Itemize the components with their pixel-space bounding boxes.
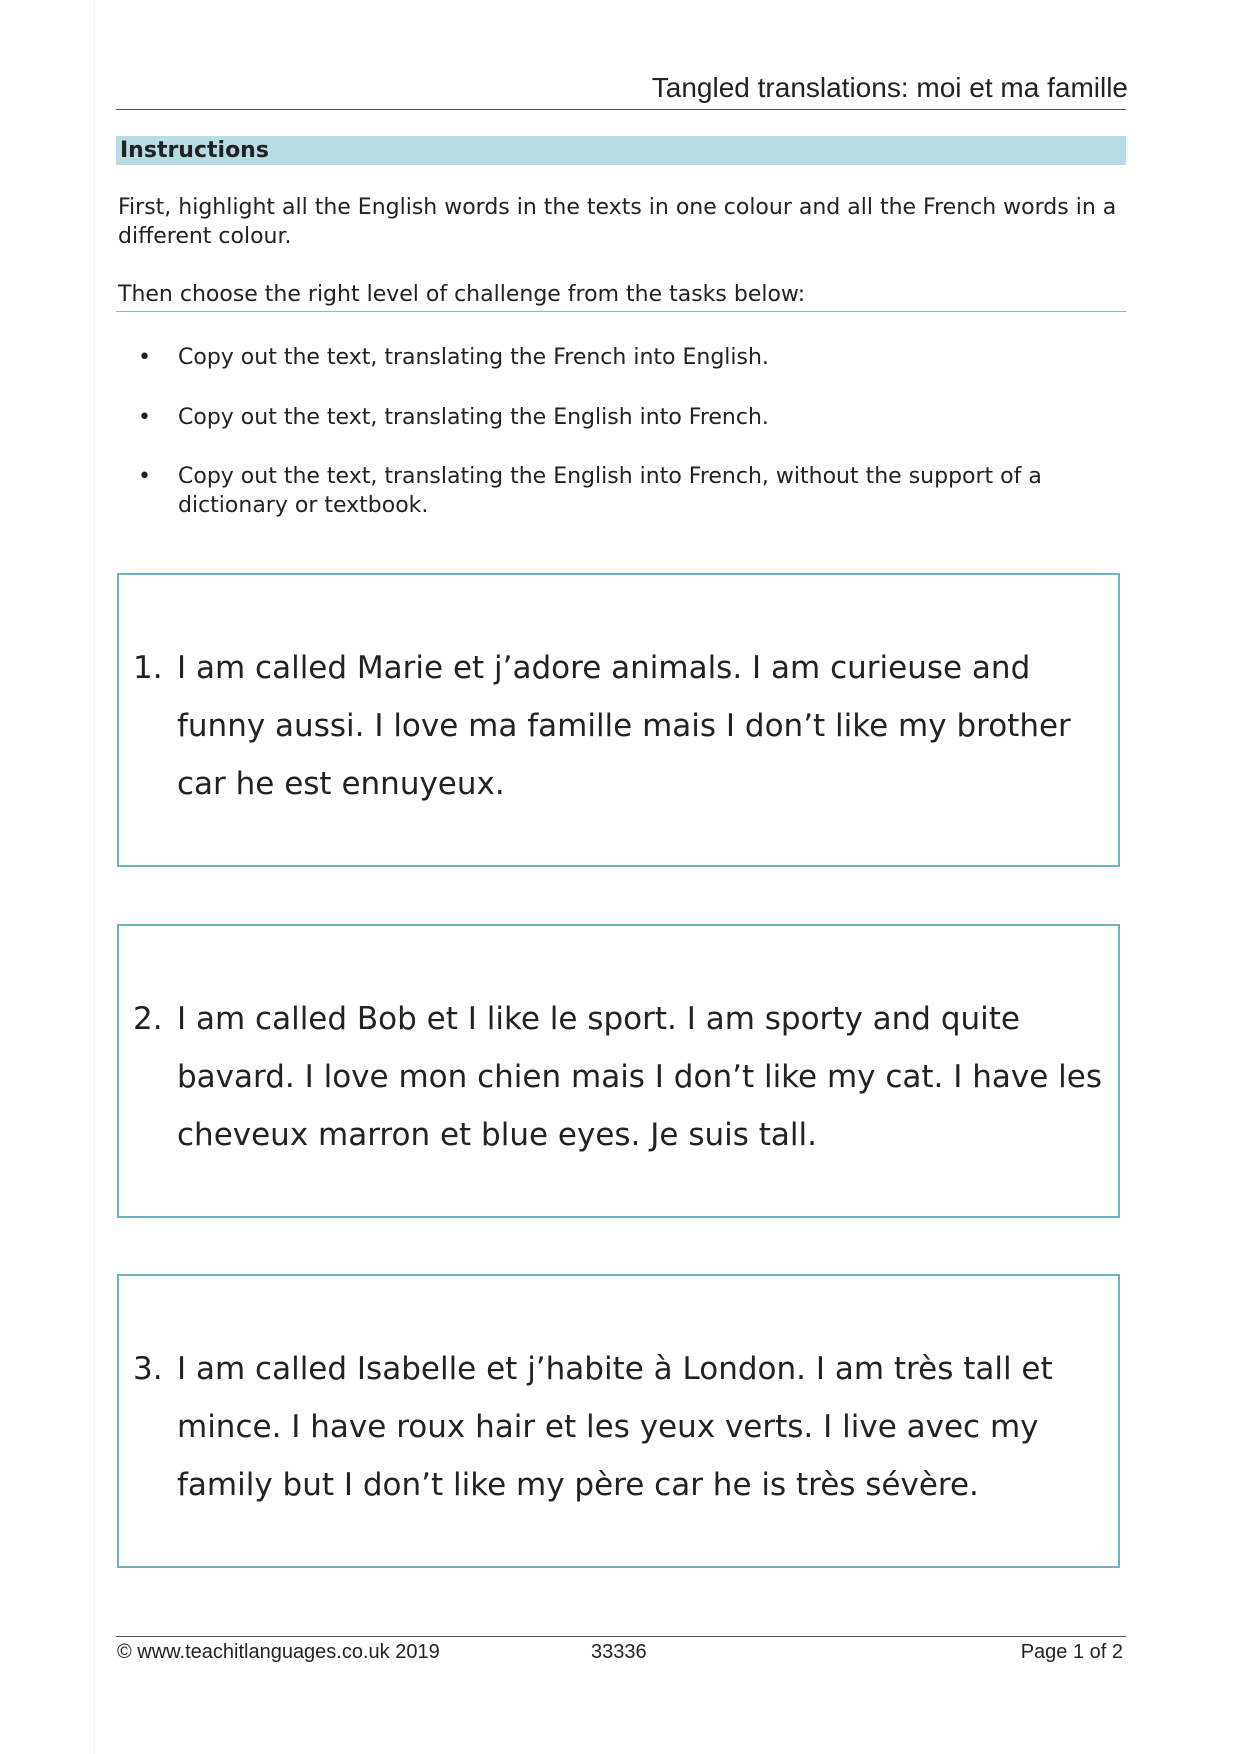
instructions-divider [116,311,1126,312]
task-text: Copy out the text, translating the English into French, without the support of a dictionary or textbook. [178,464,1042,518]
bullet-icon: • [138,405,151,430]
text-box-1 [117,573,1120,867]
task-text: Copy out the text, translating the English into French. [178,405,769,430]
text-box-3 [117,1274,1120,1568]
instructions-bar [116,136,1126,165]
footer-divider [116,1636,1126,1637]
text-number: 3. [133,1351,163,1387]
tangled-text: I am called Marie et j’adore animals. I am curieuse and funny aussi. I love ma famille mais I don’t like my brother car he est ennuyeux. [177,650,1071,802]
page-title: Tangled translations: moi et ma famille [651,72,1128,103]
bullet-icon: • [138,464,151,489]
instructions-heading: Instructions [120,138,269,163]
tangled-text: I am called Bob et I like le sport. I am sporty and quite bavard. I love mon chien mais I don’t like my cat. I have les cheveux marron et blue eyes. Je suis tall. [177,1001,1103,1153]
bullet-icon: • [138,345,151,370]
text-box-2 [117,924,1120,1218]
footer-page-number: Page 1 of 2 [1020,1641,1123,1663]
instructions-paragraph-highlight: First, highlight all the English words in the texts in one colour and all the French words in a different colour. [118,195,1117,249]
text-number: 1. [133,650,163,686]
instructions-paragraph-challenge: Then choose the right level of challenge from the tasks below: [118,282,806,307]
tangled-text: I am called Isabelle et j’habite à London. I am très tall et mince. I have roux hair et les yeux verts. I live avec my family but I don’t like my père car he is très sévère. [177,1351,1053,1503]
footer-copyright: © www.teachitlanguages.co.uk 2019 [117,1641,440,1663]
header-divider [116,109,1126,110]
footer-resource-id: 33336 [591,1641,647,1663]
text-number: 2. [133,1001,163,1037]
page-edge-line [94,0,95,1754]
task-text: Copy out the text, translating the French into English. [178,345,769,370]
